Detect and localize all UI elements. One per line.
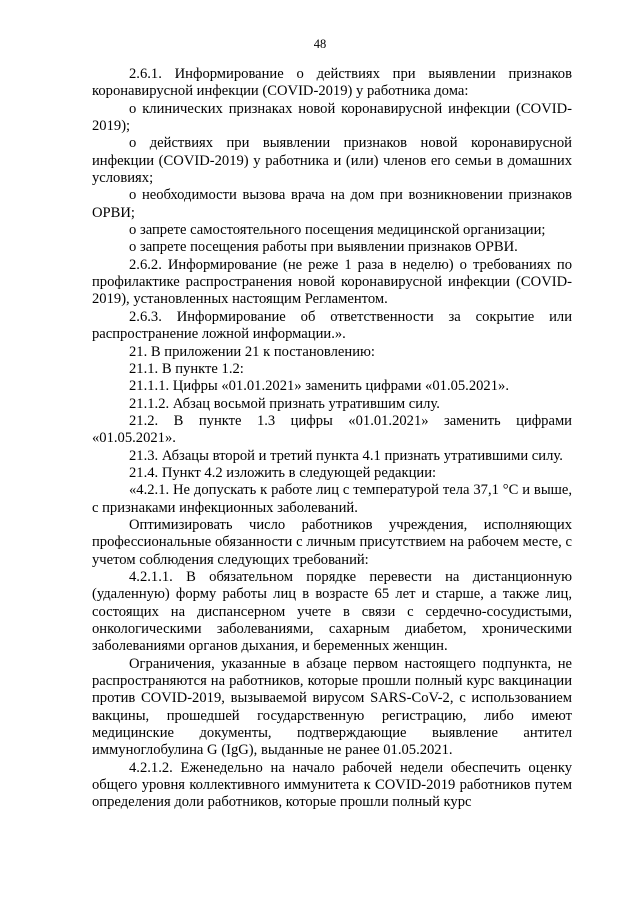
- paragraph-doctor-call: о необходимости вызова врача на дом при возникновении признаков ОРВИ;: [92, 187, 572, 221]
- paragraph-4-2-1-2: 4.2.1.2. Еженедельно на начало рабочей недели обеспечить оценку общего уровня коллективного иммунитета к COVID-2019 работников путем определения доли работников, которые прошли полный курс: [92, 759, 572, 811]
- paragraph-21: 21. В приложении 21 к постановлению:: [129, 343, 375, 360]
- page-number: 48: [313, 37, 327, 51]
- paragraph-21-2: 21.2. В пункте 1.3 цифры «01.01.2021» заменить цифрами «01.05.2021».: [92, 412, 572, 447]
- paragraph-2-6-3: 2.6.3. Информирование об ответственности за сокрытие или распространение ложной информации.».: [92, 308, 572, 343]
- paragraph-optimize-staff: Оптимизировать число работников учреждения, исполняющих профессиональные обязанности с личным присутствием на рабочем месте, с учетом соблюдения следующих требований:: [92, 516, 572, 568]
- paragraph-4-2-1: «4.2.1. Не допускать к работе лиц с температурой тела 37,1 °С и выше, с признаками инфекционных заболеваний.: [92, 482, 572, 516]
- paragraph-no-work-visit: о запрете посещения работы при выявлении признаков ОРВИ.: [129, 239, 518, 256]
- document-body: [92, 66, 572, 812]
- paragraph-2-6-1: 2.6.1. Информирование о действиях при выявлении признаков коронавирусной инфекции (COVID-2019) у работника дома:: [92, 66, 572, 100]
- paragraph-2-6-2: 2.6.2. Информирование (не реже 1 раза в неделю) о требованиях по профилактике распространения новой коронавирусной инфекции (COVID-2019), установленных настоящим Регламентом.: [92, 256, 572, 308]
- paragraph-21-4: 21.4. Пункт 4.2 изложить в следующей редакции:: [129, 464, 437, 481]
- paragraph-restrictions: Ограничения, указанные в абзаце первом настоящего подпункта, не распространяются на работников, которые прошли полный курс вакцинации против COVID-2019, вызываемой вирусом SARS-CoV-2, с использованием вакцины, прошедшей государственную регистрацию, либо имеют медицинские документы, подтверждающие выявление антител иммуноглобулина G (IgG), выданные не ранее 01.05.2021.: [92, 655, 572, 759]
- paragraph-21-1-1: 21.1.1. Цифры «01.01.2021» заменить цифрами «01.05.2021».: [129, 378, 509, 395]
- paragraph-actions-on-signs: о действиях при выявлении признаков новой коронавирусной инфекции (COVID-2019) у работника и (или) членов его семьи в домашних условиях;: [92, 135, 572, 187]
- paragraph-21-1-2: 21.1.2. Абзац восьмой признать утратившим силу.: [129, 395, 440, 412]
- paragraph-4-2-1-1: 4.2.1.1. В обязательном порядке перевести на дистанционную (удаленную) форму работы лиц в возрасте 65 лет и старше, а также лиц, состоящих на диспансерном учете в связи с сердечно-сосудистыми, онкологическими заболеваниями, сахарным диабетом, хроническими заболеваниями органов дыхания, и беременных женщин.: [92, 568, 572, 655]
- paragraph-21-3: 21.3. Абзацы второй и третий пункта 4.1 признать утратившими силу.: [129, 447, 563, 464]
- paragraph-clinical-signs: о клинических признаках новой коронавирусной инфекции (COVID-2019);: [92, 100, 572, 135]
- paragraph-21-1: 21.1. В пункте 1.2:: [129, 360, 244, 377]
- paragraph-no-self-visit: о запрете самостоятельного посещения медицинской организации;: [129, 222, 546, 239]
